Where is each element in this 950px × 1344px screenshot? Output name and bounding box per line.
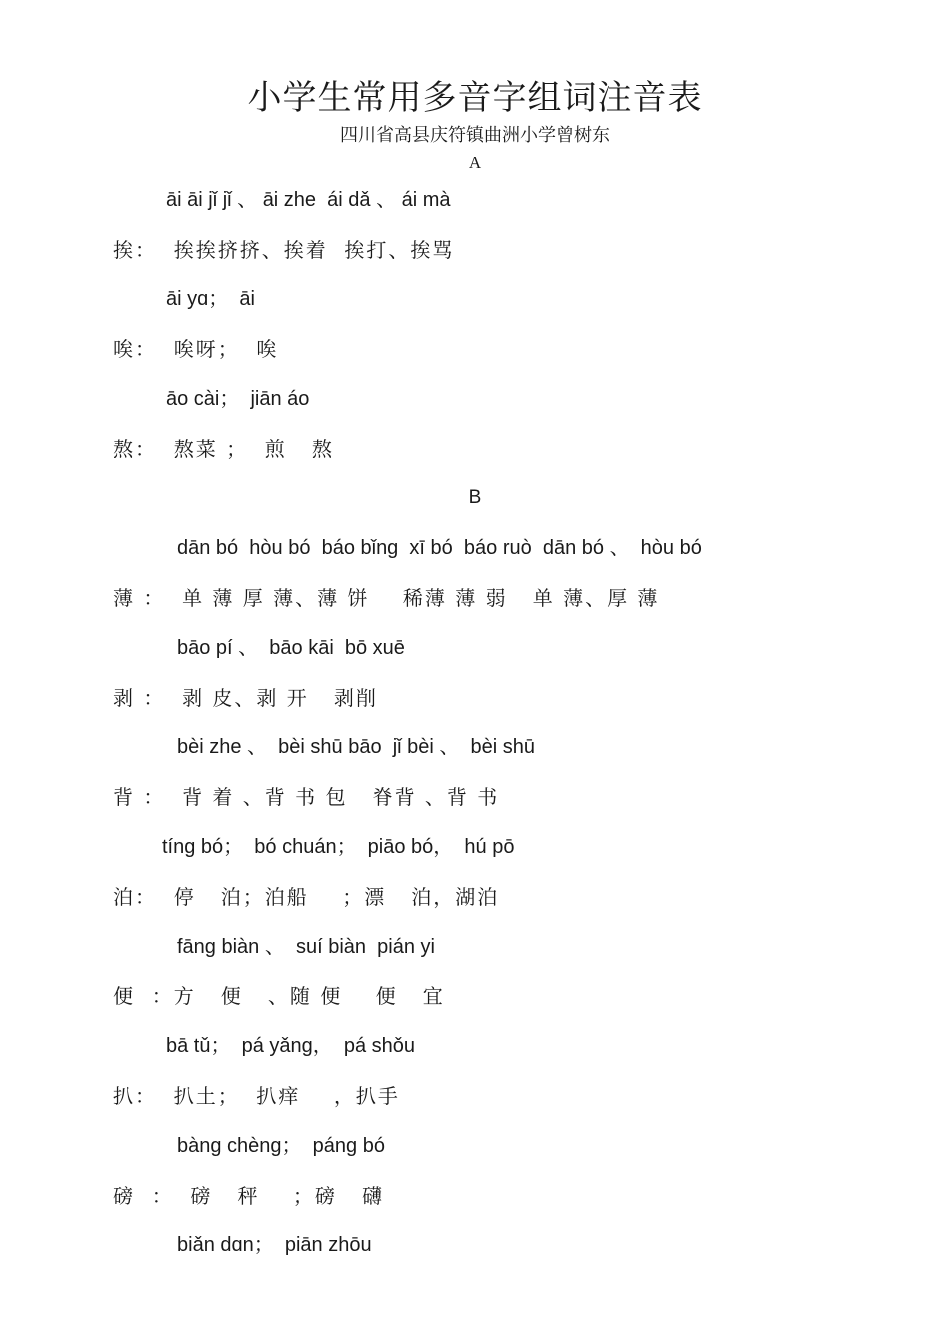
pinyin-line: fāng biàn 、 suí biàn pián yi: [177, 936, 435, 958]
pinyin-line: āi yɑ； āi: [166, 288, 255, 310]
hanzi-line: 磅 ： 磅 秤 ；磅 礴: [113, 1184, 385, 1208]
pinyin-line: dān bó hòu bó báo bǐng xī bó báo ruò dān bó 、 hòu bó: [177, 537, 702, 559]
hanzi-line: 薄 ： 单 薄 厚 薄、薄 饼 稀薄 薄 弱 单 薄、厚 薄: [113, 586, 660, 610]
hanzi-line: 挨： 挨挨挤挤、挨着 挨打、挨骂: [113, 238, 455, 262]
pinyin-line: bàng chèng； páng bó: [177, 1135, 385, 1157]
hanzi-line: 唉： 唉呀； 唉: [113, 337, 279, 361]
pinyin-line: bā tǔ； pá yǎng， pá shǒu: [166, 1035, 416, 1057]
hanzi-line: 扒： 扒土； 扒痒 ，扒手: [113, 1084, 400, 1108]
hanzi-line: 剥 ： 剥 皮、剥 开 剥削: [113, 686, 378, 710]
pinyin-line: bèi zhe 、 bèi shū bāo jǐ bèi 、 bèi shū: [177, 736, 535, 758]
section-heading-a: A: [468, 153, 482, 172]
pinyin-line: tíng bó； bó chuán； piāo bó， hú pō: [162, 836, 515, 858]
pinyin-line: bāo pí 、 bāo kāi bō xuē: [177, 637, 405, 659]
hanzi-line: 背 ： 背 着 、背 书 包 脊背 、背 书: [113, 785, 500, 809]
pinyin-line: āi āi jǐ jǐ 、 āi zhe ái dǎ 、 ái mà: [166, 189, 451, 211]
hanzi-line: 便 ：方 便 、随 便 便 宜: [113, 984, 445, 1008]
hanzi-line: 熬： 熬菜 ； 煎 熬: [113, 437, 334, 461]
section-heading-b: B: [468, 487, 482, 508]
pinyin-line: biǎn dɑn； piān zhōu: [177, 1234, 372, 1256]
hanzi-line: 泊： 停 泊；泊船 ；漂 泊，湖泊: [113, 885, 500, 909]
pinyin-line: āo cài； jiān áo: [166, 388, 310, 410]
page-title: 小学生常用多音字组词注音表: [247, 78, 703, 118]
author-line: 四川省高县庆符镇曲洲小学曾树东: [340, 125, 610, 146]
